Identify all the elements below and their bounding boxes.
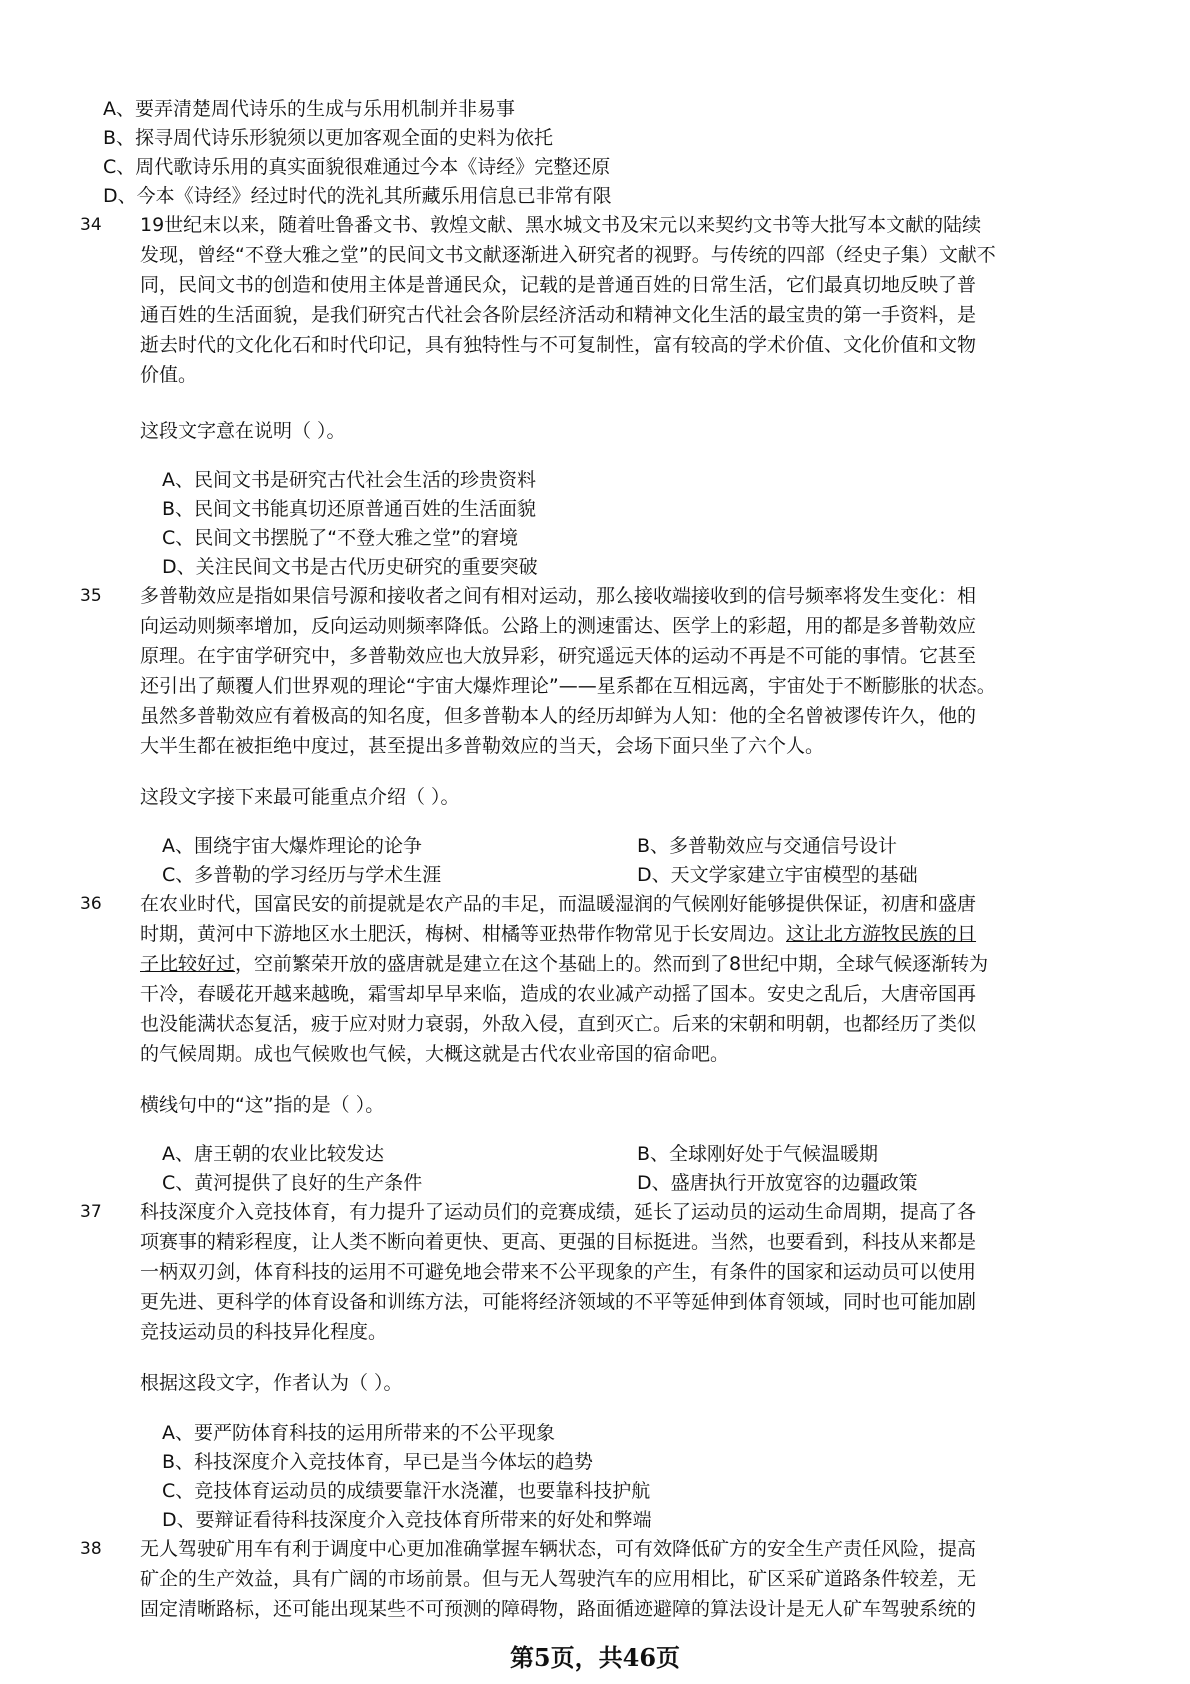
passage-line: 向运动则频率增加，反向运动则频率降低。公路上的测速雷达、医学上的彩超，用的都是多普勒效应 bbox=[140, 615, 977, 637]
passage-text: 时期，黄河中下游地区水土肥沃，梅树、柑橘等亚热带作物常见于长安周边。 bbox=[140, 923, 787, 945]
passage-line: 还引出了颠覆人们世界观的理论“宇宙大爆炸理论”——星系都在互相远离，宇宙处于不断膨胀的状态。 bbox=[140, 675, 996, 697]
passage-line: 干冷，春暖花开越来越晚，霜雪却早早来临，造成的农业减产动摇了国本。安史之乱后，大唐帝国再 bbox=[140, 983, 977, 1005]
passage-line: 竞技运动员的科技异化程度。 bbox=[140, 1321, 388, 1343]
passage-line: 的气候周期。成也气候败也气候，大概这就是古代农业帝国的宿命吧。 bbox=[140, 1043, 730, 1065]
question-number-35: 35 bbox=[80, 586, 102, 606]
prev-option-b[interactable]: B、探寻周代诗乐形貌须以更加客观全面的史料为依托 bbox=[103, 127, 554, 149]
question-number-38: 38 bbox=[80, 1539, 102, 1559]
underlined-sentence: 这让北方游牧民族的日 bbox=[786, 923, 977, 945]
question-37-passage bbox=[140, 1197, 1080, 1347]
passage-line: 通百姓的生活面貌，是我们研究古代社会各阶层经济活动和精神文化生活的最宝贵的第一手资料，是 bbox=[140, 304, 977, 326]
question-36-passage bbox=[140, 889, 1080, 1069]
passage-line: 虽然多普勒效应有着极高的知名度，但多普勒本人的经历却鲜为人知：他的全名曾被谬传许久，他的 bbox=[140, 705, 977, 727]
passage-line: 无人驾驶矿用车有利于调度中心更加准确掌握车辆状态，可有效降低矿方的安全生产责任风险，提高 bbox=[140, 1538, 977, 1560]
prev-option-c[interactable]: C、周代歌诗乐用的真实面貌很难通过今本《诗经》完整还原 bbox=[103, 156, 611, 178]
passage-line: 更先进、更科学的体育设备和训练方法，可能将经济领域的不平等延伸到体育领域，同时也可能加剧 bbox=[140, 1291, 977, 1313]
q35-option-c[interactable]: C、多普勒的学习经历与学术生涯 bbox=[162, 864, 442, 886]
passage-line bbox=[140, 949, 1080, 979]
q37-option-d[interactable]: D、要辩证看待科技深度介入竞技体育所带来的好处和弊端 bbox=[162, 1509, 652, 1531]
q34-option-c[interactable]: C、民间文书摆脱了“不登大雅之堂”的窘境 bbox=[162, 527, 518, 549]
question-35-prompt: 这段文字接下来最可能重点介绍（ ）。 bbox=[140, 786, 460, 808]
q34-option-b[interactable]: B、民间文书能真切还原普通百姓的生活面貌 bbox=[162, 498, 537, 520]
q35-option-d[interactable]: D、天文学家建立宇宙模型的基础 bbox=[637, 864, 918, 886]
passage-line: 也没能满状态复活，疲于应对财力衰弱，外敌入侵，直到灭亡。后来的宋朝和明朝，也都经历了类似 bbox=[140, 1013, 977, 1035]
question-35-passage bbox=[140, 581, 1080, 761]
passage-line: 科技深度介入竞技体育，有力提升了运动员们的竞赛成绩，延长了运动员的运动生命周期，提高了各 bbox=[140, 1201, 977, 1223]
q37-option-b[interactable]: B、科技深度介入竞技体育，早已是当今体坛的趋势 bbox=[162, 1451, 594, 1473]
q37-option-a[interactable]: A、要严防体育科技的运用所带来的不公平现象 bbox=[162, 1422, 555, 1444]
q36-option-d[interactable]: D、盛唐执行开放宽容的边疆政策 bbox=[637, 1172, 918, 1194]
question-37-prompt: 根据这段文字，作者认为（ ）。 bbox=[140, 1372, 403, 1394]
underlined-sentence: 子比较好过 bbox=[140, 953, 236, 975]
q36-option-b[interactable]: B、全球刚好处于气候温暖期 bbox=[637, 1143, 879, 1165]
passage-line: 项赛事的精彩程度，让人类不断向着更快、更高、更强的目标挺进。当然，也要看到，科技从来都是 bbox=[140, 1231, 977, 1253]
question-number-36: 36 bbox=[80, 894, 102, 914]
q37-option-c[interactable]: C、竞技体育运动员的成绩要靠汗水浇灌，也要靠科技护航 bbox=[162, 1480, 651, 1502]
q35-option-a[interactable]: A、围绕宇宙大爆炸理论的论争 bbox=[162, 835, 422, 857]
question-number-37: 37 bbox=[80, 1202, 102, 1222]
passage-line: 在农业时代，国富民安的前提就是农产品的丰足，而温暖湿润的气候刚好能够提供保证，初唐和盛唐 bbox=[140, 893, 977, 915]
q35-option-b[interactable]: B、多普勒效应与交通信号设计 bbox=[637, 835, 898, 857]
passage-line: 一柄双刃剑，体育科技的运用不可避免地会带来不公平现象的产生，有条件的国家和运动员可以使用 bbox=[140, 1261, 977, 1283]
passage-line: 大半生都在被拒绝中度过，甚至提出多普勒效应的当天，会场下面只坐了六个人。 bbox=[140, 735, 825, 757]
q34-option-a[interactable]: A、民间文书是研究古代社会生活的珍贵资料 bbox=[162, 469, 536, 491]
prev-option-d[interactable]: D、今本《诗经》经过时代的洗礼其所藏乐用信息已非常有限 bbox=[103, 185, 612, 207]
q34-option-d[interactable]: D、关注民间文书是古代历史研究的重要突破 bbox=[162, 556, 538, 578]
page-footer: 第5页，共46页 bbox=[509, 1643, 681, 1672]
passage-line: 价值。 bbox=[140, 364, 198, 386]
passage-line: 矿企的生产效益，具有广阔的市场前景。但与无人驾驶汽车的应用相比，矿区采矿道路条件较差，无 bbox=[140, 1568, 977, 1590]
q36-option-c[interactable]: C、黄河提供了良好的生产条件 bbox=[162, 1172, 423, 1194]
question-number-34: 34 bbox=[80, 215, 102, 235]
prev-option-a[interactable]: A、要弄清楚周代诗乐的生成与乐用机制并非易事 bbox=[103, 98, 515, 120]
question-34-prompt: 这段文字意在说明（ ）。 bbox=[140, 420, 346, 442]
passage-line: 固定清晰路标，还可能出现某些不可预测的障碍物，路面循迹避障的算法设计是无人矿车驾驶系统的 bbox=[140, 1598, 977, 1620]
passage-text: ，空前繁荣开放的盛唐就是建立在这个基础上的。然而到了8世纪中期，全球气候逐渐转为 bbox=[235, 953, 989, 975]
passage-line: 19世纪末以来，随着吐鲁番文书、敦煌文献、黑水城文书及宋元以来契约文书等大批写本文献的陆续 bbox=[140, 214, 982, 236]
passage-line: 发现，曾经“不登大雅之堂”的民间文书文献逐渐进入研究者的视野。与传统的四部（经史子集）文献不 bbox=[140, 244, 996, 266]
question-34-passage bbox=[140, 210, 1080, 390]
passage-line bbox=[140, 919, 1080, 949]
q36-option-a[interactable]: A、唐王朝的农业比较发达 bbox=[162, 1143, 384, 1165]
question-38-passage bbox=[140, 1534, 1080, 1624]
question-36-prompt: 横线句中的“这”指的是（ ）。 bbox=[140, 1094, 385, 1116]
passage-line: 原理。在宇宙学研究中，多普勒效应也大放异彩，研究遥远天体的运动不再是不可能的事情。它甚至 bbox=[140, 645, 977, 667]
passage-line: 多普勒效应是指如果信号源和接收者之间有相对运动，那么接收端接收到的信号频率将发生变化：相 bbox=[140, 585, 977, 607]
passage-line: 同，民间文书的创造和使用主体是普通民众，记载的是普通百姓的日常生活，它们最真切地反映了普 bbox=[140, 274, 977, 296]
passage-line: 逝去时代的文化化石和时代印记，具有独特性与不可复制性，富有较高的学术价值、文化价值和文物 bbox=[140, 334, 977, 356]
